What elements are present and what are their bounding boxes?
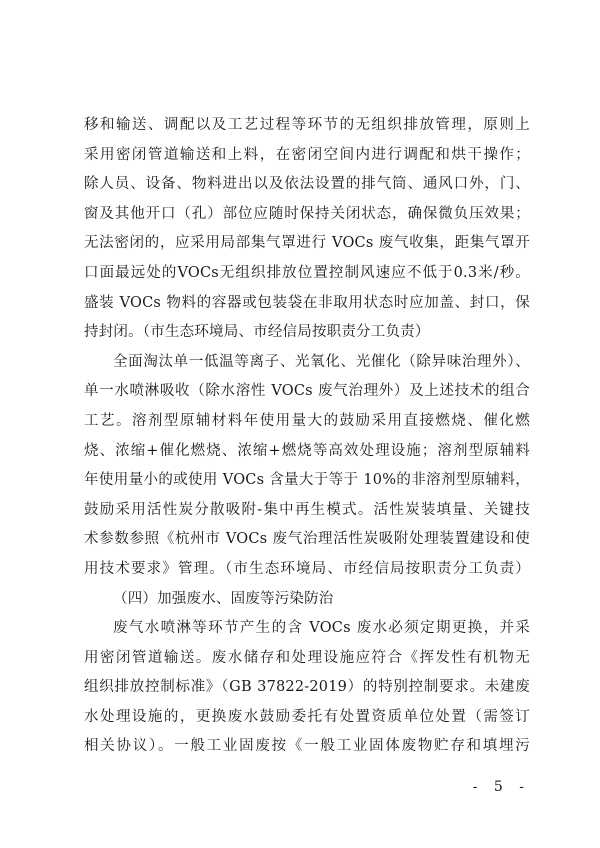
text-line: 无法密闭的，应采用局部集气罩进行 VOCs 废气收集，距集气罩开 <box>84 235 530 252</box>
text-line: 术参数参照《杭州市 VOCs 废气治理活性炭吸附处理装置建设和使 <box>84 531 530 548</box>
text-line: 年使用量小的或使用 VOCs 含量大于等于 10%的非溶剂型原辅料， <box>84 472 530 489</box>
text-line: 采用密闭管道输送和上料，在密闭空间内进行调配和烘干操作； <box>84 146 530 163</box>
text-line: 烧、浓缩+催化燃烧、浓缩+燃烧等高效处理设施；溶剂型原辅料 <box>84 442 530 459</box>
text-line: 工艺。溶剂型原辅材料年使用量大的鼓励采用直接燃烧、催化燃 <box>84 412 530 429</box>
text-line: 窗及其他开口（孔）部位应随时保持关闭状态，确保微负压效果； <box>84 205 530 222</box>
text-line: 水处理设施的，更换废水鼓励委托有处置资质单位处置（需签订 <box>84 708 530 725</box>
text-line: 相关协议）。一般工业固废按《一般工业固体废物贮存和填埋污 <box>84 738 530 755</box>
body-text <box>84 111 530 762</box>
text-line: 盛装 VOCs 物料的容器或包装袋在非取用状态时应加盖、封口，保 <box>84 294 530 311</box>
page-number: - 5 - <box>472 779 530 795</box>
text-line: 单一水喷淋吸收（除水溶性 VOCs 废气治理外）及上述技术的组合 <box>84 383 530 400</box>
text-line: 移和输送、调配以及工艺过程等环节的无组织排放管理，原则上 <box>84 117 530 133</box>
text-line: 用技术要求》管理。（市生态环境局、市经信局按职责分工负责） <box>84 560 530 577</box>
text-line: 组织排放控制标准》（GB 37822-2019）的特别控制要求。未建废 <box>84 679 530 696</box>
text-line: 用密闭管道输送。废水储存和处理设施应符合《挥发性有机物无 <box>84 649 530 666</box>
text-line: 口面最远处的VOCs无组织排放位置控制风速应不低于0.3米/秒。 <box>84 264 530 281</box>
text-line: 废气水喷淋等环节产生的含 VOCs 废水必须定期更换，并采 <box>113 620 530 637</box>
text-line: 持封闭。（市生态环境局、市经信局按职责分工负责） <box>84 324 430 341</box>
text-line: 全面淘汰单一低温等离子、光氧化、光催化（除异味治理外）、 <box>113 353 530 370</box>
text-line: 鼓励采用活性炭分散吸附-集中再生模式。活性炭装填量、关键技 <box>84 501 530 518</box>
text-line: 除人员、设备、物料进出以及依法设置的排气筒、通风口外，门、 <box>84 176 530 193</box>
section-heading: （四）加强废水、固废等污染防治 <box>113 590 334 607</box>
